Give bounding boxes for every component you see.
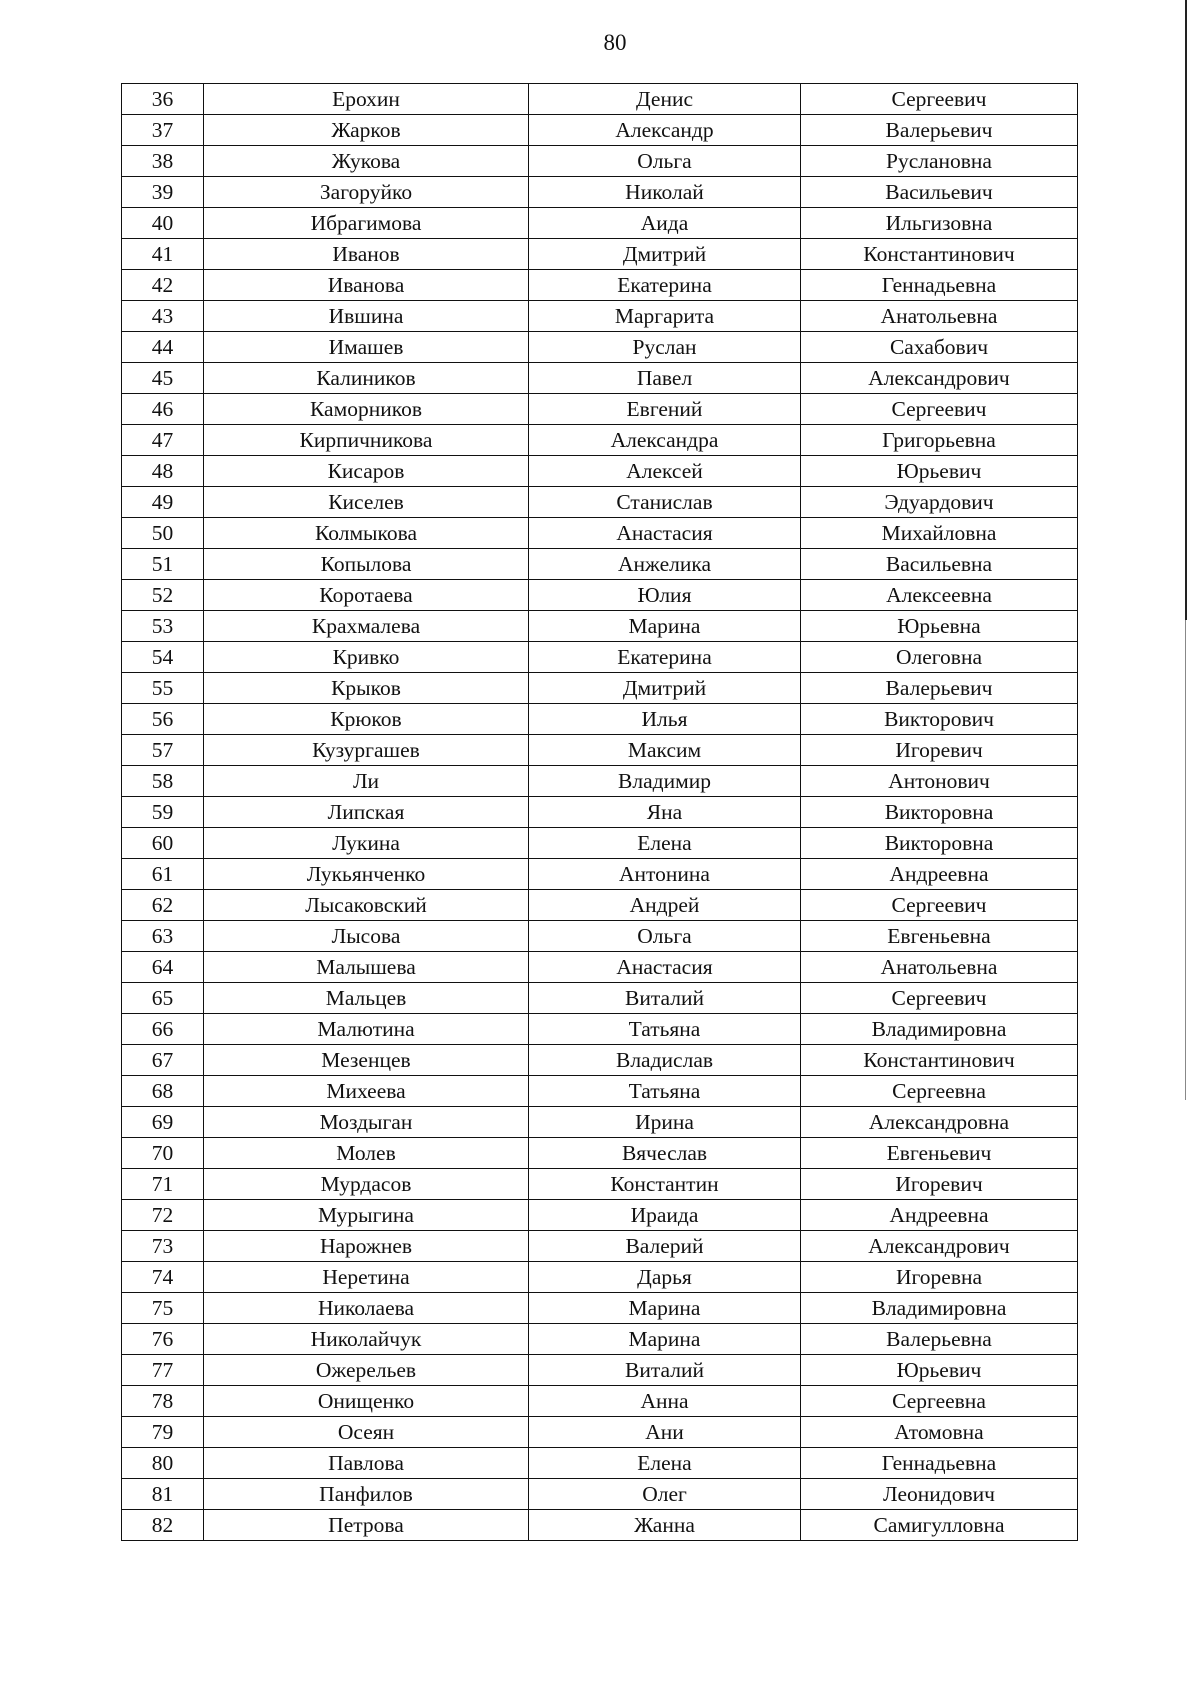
last-name-cell: Малышева — [204, 952, 529, 983]
last-name-cell: Осеян — [204, 1417, 529, 1448]
row-number-cell: 67 — [122, 1045, 204, 1076]
first-name-cell: Анастасия — [529, 518, 801, 549]
last-name-cell: Крыков — [204, 673, 529, 704]
row-number-cell: 49 — [122, 487, 204, 518]
table-row — [122, 1510, 1078, 1541]
first-name-cell: Антонина — [529, 859, 801, 890]
table-row — [122, 208, 1078, 239]
first-name-cell: Виталий — [529, 983, 801, 1014]
last-name-cell: Кривко — [204, 642, 529, 673]
patronymic-cell: Викторовна — [801, 828, 1078, 859]
patronymic-cell: Константинович — [801, 239, 1078, 270]
row-number-cell: 68 — [122, 1076, 204, 1107]
patronymic-cell: Антонович — [801, 766, 1078, 797]
row-number-cell: 74 — [122, 1262, 204, 1293]
patronymic-cell: Александрович — [801, 363, 1078, 394]
patronymic-cell: Самигулловна — [801, 1510, 1078, 1541]
first-name-cell: Ираида — [529, 1200, 801, 1231]
row-number-cell: 51 — [122, 549, 204, 580]
first-name-cell: Александра — [529, 425, 801, 456]
table-row — [122, 1045, 1078, 1076]
patronymic-cell: Сергеевна — [801, 1076, 1078, 1107]
patronymic-cell: Эдуардович — [801, 487, 1078, 518]
first-name-cell: Ирина — [529, 1107, 801, 1138]
table-row — [122, 394, 1078, 425]
last-name-cell: Ибрагимова — [204, 208, 529, 239]
row-number-cell: 54 — [122, 642, 204, 673]
table-row — [122, 1107, 1078, 1138]
row-number-cell: 75 — [122, 1293, 204, 1324]
last-name-cell: Крюков — [204, 704, 529, 735]
patronymic-cell: Сахабович — [801, 332, 1078, 363]
row-number-cell: 44 — [122, 332, 204, 363]
last-name-cell: Копылова — [204, 549, 529, 580]
row-number-cell: 72 — [122, 1200, 204, 1231]
row-number-cell: 66 — [122, 1014, 204, 1045]
last-name-cell: Николайчук — [204, 1324, 529, 1355]
row-number-cell: 50 — [122, 518, 204, 549]
table-row — [122, 1262, 1078, 1293]
first-name-cell: Владимир — [529, 766, 801, 797]
row-number-cell: 70 — [122, 1138, 204, 1169]
patronymic-cell: Юрьевич — [801, 1355, 1078, 1386]
last-name-cell: Каморников — [204, 394, 529, 425]
patronymic-cell: Алексеевна — [801, 580, 1078, 611]
table-row — [122, 84, 1078, 115]
last-name-cell: Киселев — [204, 487, 529, 518]
table-row — [122, 704, 1078, 735]
first-name-cell: Станислав — [529, 487, 801, 518]
roster-table — [121, 83, 1078, 1541]
first-name-cell: Маргарита — [529, 301, 801, 332]
roster-body — [122, 84, 1078, 1541]
table-row — [122, 363, 1078, 394]
last-name-cell: Павлова — [204, 1448, 529, 1479]
row-number-cell: 47 — [122, 425, 204, 456]
table-row — [122, 1448, 1078, 1479]
row-number-cell: 77 — [122, 1355, 204, 1386]
first-name-cell: Руслан — [529, 332, 801, 363]
last-name-cell: Жукова — [204, 146, 529, 177]
last-name-cell: Колмыкова — [204, 518, 529, 549]
patronymic-cell: Атомовна — [801, 1417, 1078, 1448]
row-number-cell: 69 — [122, 1107, 204, 1138]
last-name-cell: Нарожнев — [204, 1231, 529, 1262]
last-name-cell: Крахмалева — [204, 611, 529, 642]
first-name-cell: Анна — [529, 1386, 801, 1417]
first-name-cell: Жанна — [529, 1510, 801, 1541]
patronymic-cell: Григорьевна — [801, 425, 1078, 456]
table-row — [122, 983, 1078, 1014]
table-row — [122, 859, 1078, 890]
first-name-cell: Марина — [529, 611, 801, 642]
last-name-cell: Кисаров — [204, 456, 529, 487]
table-row — [122, 611, 1078, 642]
first-name-cell: Дарья — [529, 1262, 801, 1293]
row-number-cell: 40 — [122, 208, 204, 239]
row-number-cell: 45 — [122, 363, 204, 394]
table-row — [122, 332, 1078, 363]
patronymic-cell: Константинович — [801, 1045, 1078, 1076]
row-number-cell: 64 — [122, 952, 204, 983]
patronymic-cell: Александрович — [801, 1231, 1078, 1262]
first-name-cell: Вячеслав — [529, 1138, 801, 1169]
table-row — [122, 1200, 1078, 1231]
table-row — [122, 735, 1078, 766]
patronymic-cell: Валерьевич — [801, 673, 1078, 704]
table-row — [122, 1231, 1078, 1262]
last-name-cell: Иванов — [204, 239, 529, 270]
first-name-cell: Андрей — [529, 890, 801, 921]
last-name-cell: Молев — [204, 1138, 529, 1169]
first-name-cell: Константин — [529, 1169, 801, 1200]
row-number-cell: 81 — [122, 1479, 204, 1510]
row-number-cell: 53 — [122, 611, 204, 642]
table-row — [122, 952, 1078, 983]
table-row — [122, 301, 1078, 332]
table-row — [122, 1169, 1078, 1200]
patronymic-cell: Викторович — [801, 704, 1078, 735]
first-name-cell: Марина — [529, 1324, 801, 1355]
last-name-cell: Петрова — [204, 1510, 529, 1541]
patronymic-cell: Валерьевич — [801, 115, 1078, 146]
row-number-cell: 59 — [122, 797, 204, 828]
row-number-cell: 61 — [122, 859, 204, 890]
last-name-cell: Лукьянченко — [204, 859, 529, 890]
last-name-cell: Мурыгина — [204, 1200, 529, 1231]
first-name-cell: Валерий — [529, 1231, 801, 1262]
last-name-cell: Николаева — [204, 1293, 529, 1324]
last-name-cell: Мальцев — [204, 983, 529, 1014]
table-row — [122, 766, 1078, 797]
patronymic-cell: Олеговна — [801, 642, 1078, 673]
last-name-cell: Михеева — [204, 1076, 529, 1107]
last-name-cell: Малютина — [204, 1014, 529, 1045]
row-number-cell: 56 — [122, 704, 204, 735]
first-name-cell: Ани — [529, 1417, 801, 1448]
first-name-cell: Марина — [529, 1293, 801, 1324]
patronymic-cell: Владимировна — [801, 1014, 1078, 1045]
first-name-cell: Юлия — [529, 580, 801, 611]
first-name-cell: Елена — [529, 828, 801, 859]
first-name-cell: Виталий — [529, 1355, 801, 1386]
row-number-cell: 46 — [122, 394, 204, 425]
first-name-cell: Екатерина — [529, 270, 801, 301]
row-number-cell: 43 — [122, 301, 204, 332]
last-name-cell: Липская — [204, 797, 529, 828]
table-row — [122, 797, 1078, 828]
patronymic-cell: Евгеньевна — [801, 921, 1078, 952]
table-row — [122, 1324, 1078, 1355]
row-number-cell: 73 — [122, 1231, 204, 1262]
patronymic-cell: Юрьевна — [801, 611, 1078, 642]
last-name-cell: Ившина — [204, 301, 529, 332]
last-name-cell: Мезенцев — [204, 1045, 529, 1076]
first-name-cell: Аида — [529, 208, 801, 239]
row-number-cell: 58 — [122, 766, 204, 797]
patronymic-cell: Васильевич — [801, 177, 1078, 208]
last-name-cell: Онищенко — [204, 1386, 529, 1417]
first-name-cell: Ольга — [529, 146, 801, 177]
first-name-cell: Анастасия — [529, 952, 801, 983]
patronymic-cell: Игоревич — [801, 735, 1078, 766]
table-row — [122, 921, 1078, 952]
first-name-cell: Олег — [529, 1479, 801, 1510]
page-number: 80 — [603, 30, 627, 55]
table-row — [122, 1014, 1078, 1045]
scan-edge-line-faint — [1185, 620, 1186, 1100]
patronymic-cell: Сергеевич — [801, 983, 1078, 1014]
last-name-cell: Ли — [204, 766, 529, 797]
row-number-cell: 52 — [122, 580, 204, 611]
patronymic-cell: Анатольевна — [801, 952, 1078, 983]
table-row — [122, 1355, 1078, 1386]
patronymic-cell: Геннадьевна — [801, 270, 1078, 301]
last-name-cell: Лысаковский — [204, 890, 529, 921]
patronymic-cell: Владимировна — [801, 1293, 1078, 1324]
row-number-cell: 57 — [122, 735, 204, 766]
last-name-cell: Мурдасов — [204, 1169, 529, 1200]
table-row — [122, 580, 1078, 611]
row-number-cell: 36 — [122, 84, 204, 115]
table-row — [122, 1479, 1078, 1510]
patronymic-cell: Сергеевич — [801, 84, 1078, 115]
last-name-cell: Кузургашев — [204, 735, 529, 766]
patronymic-cell: Сергеевич — [801, 394, 1078, 425]
row-number-cell: 65 — [122, 983, 204, 1014]
row-number-cell: 63 — [122, 921, 204, 952]
last-name-cell: Имашев — [204, 332, 529, 363]
first-name-cell: Владислав — [529, 1045, 801, 1076]
last-name-cell: Калиников — [204, 363, 529, 394]
patronymic-cell: Викторовна — [801, 797, 1078, 828]
patronymic-cell: Александровна — [801, 1107, 1078, 1138]
table-row — [122, 239, 1078, 270]
first-name-cell: Елена — [529, 1448, 801, 1479]
table-row — [122, 673, 1078, 704]
row-number-cell: 62 — [122, 890, 204, 921]
patronymic-cell: Васильевна — [801, 549, 1078, 580]
table-row — [122, 1386, 1078, 1417]
last-name-cell: Иванова — [204, 270, 529, 301]
table-row — [122, 456, 1078, 487]
first-name-cell: Екатерина — [529, 642, 801, 673]
scan-edge-line — [1185, 0, 1187, 620]
first-name-cell: Александр — [529, 115, 801, 146]
patronymic-cell: Геннадьевна — [801, 1448, 1078, 1479]
table-row — [122, 549, 1078, 580]
first-name-cell: Дмитрий — [529, 673, 801, 704]
row-number-cell: 38 — [122, 146, 204, 177]
row-number-cell: 78 — [122, 1386, 204, 1417]
first-name-cell: Ольга — [529, 921, 801, 952]
table-row — [122, 1293, 1078, 1324]
first-name-cell: Павел — [529, 363, 801, 394]
row-number-cell: 41 — [122, 239, 204, 270]
patronymic-cell: Евгеньевич — [801, 1138, 1078, 1169]
first-name-cell: Татьяна — [529, 1014, 801, 1045]
last-name-cell: Панфилов — [204, 1479, 529, 1510]
row-number-cell: 60 — [122, 828, 204, 859]
first-name-cell: Максим — [529, 735, 801, 766]
first-name-cell: Евгений — [529, 394, 801, 425]
table-row — [122, 642, 1078, 673]
table-row — [122, 487, 1078, 518]
patronymic-cell: Сергеевна — [801, 1386, 1078, 1417]
table-row — [122, 270, 1078, 301]
table-row — [122, 828, 1078, 859]
table-row — [122, 890, 1078, 921]
patronymic-cell: Ильгизовна — [801, 208, 1078, 239]
row-number-cell: 42 — [122, 270, 204, 301]
row-number-cell: 39 — [122, 177, 204, 208]
last-name-cell: Коротаева — [204, 580, 529, 611]
last-name-cell: Жарков — [204, 115, 529, 146]
table-row — [122, 518, 1078, 549]
patronymic-cell: Руслановна — [801, 146, 1078, 177]
patronymic-cell: Юрьевич — [801, 456, 1078, 487]
last-name-cell: Моздыган — [204, 1107, 529, 1138]
row-number-cell: 79 — [122, 1417, 204, 1448]
table-row — [122, 425, 1078, 456]
last-name-cell: Неретина — [204, 1262, 529, 1293]
table-row — [122, 1138, 1078, 1169]
first-name-cell: Николай — [529, 177, 801, 208]
first-name-cell: Яна — [529, 797, 801, 828]
row-number-cell: 76 — [122, 1324, 204, 1355]
first-name-cell: Татьяна — [529, 1076, 801, 1107]
first-name-cell: Анжелика — [529, 549, 801, 580]
patronymic-cell: Валерьевна — [801, 1324, 1078, 1355]
first-name-cell: Илья — [529, 704, 801, 735]
last-name-cell: Лукина — [204, 828, 529, 859]
last-name-cell: Кирпичникова — [204, 425, 529, 456]
row-number-cell: 82 — [122, 1510, 204, 1541]
table-row — [122, 115, 1078, 146]
patronymic-cell: Игоревич — [801, 1169, 1078, 1200]
patronymic-cell: Игоревна — [801, 1262, 1078, 1293]
last-name-cell: Лысова — [204, 921, 529, 952]
patronymic-cell: Андреевна — [801, 1200, 1078, 1231]
first-name-cell: Дмитрий — [529, 239, 801, 270]
patronymic-cell: Анатольевна — [801, 301, 1078, 332]
row-number-cell: 55 — [122, 673, 204, 704]
first-name-cell: Алексей — [529, 456, 801, 487]
last-name-cell: Загоруйко — [204, 177, 529, 208]
row-number-cell: 37 — [122, 115, 204, 146]
table-row — [122, 146, 1078, 177]
patronymic-cell: Леонидович — [801, 1479, 1078, 1510]
row-number-cell: 80 — [122, 1448, 204, 1479]
table-row — [122, 177, 1078, 208]
last-name-cell: Ерохин — [204, 84, 529, 115]
table-row — [122, 1076, 1078, 1107]
row-number-cell: 48 — [122, 456, 204, 487]
first-name-cell: Денис — [529, 84, 801, 115]
row-number-cell: 71 — [122, 1169, 204, 1200]
table-row — [122, 1417, 1078, 1448]
patronymic-cell: Михайловна — [801, 518, 1078, 549]
patronymic-cell: Сергеевич — [801, 890, 1078, 921]
last-name-cell: Ожерельев — [204, 1355, 529, 1386]
patronymic-cell: Андреевна — [801, 859, 1078, 890]
